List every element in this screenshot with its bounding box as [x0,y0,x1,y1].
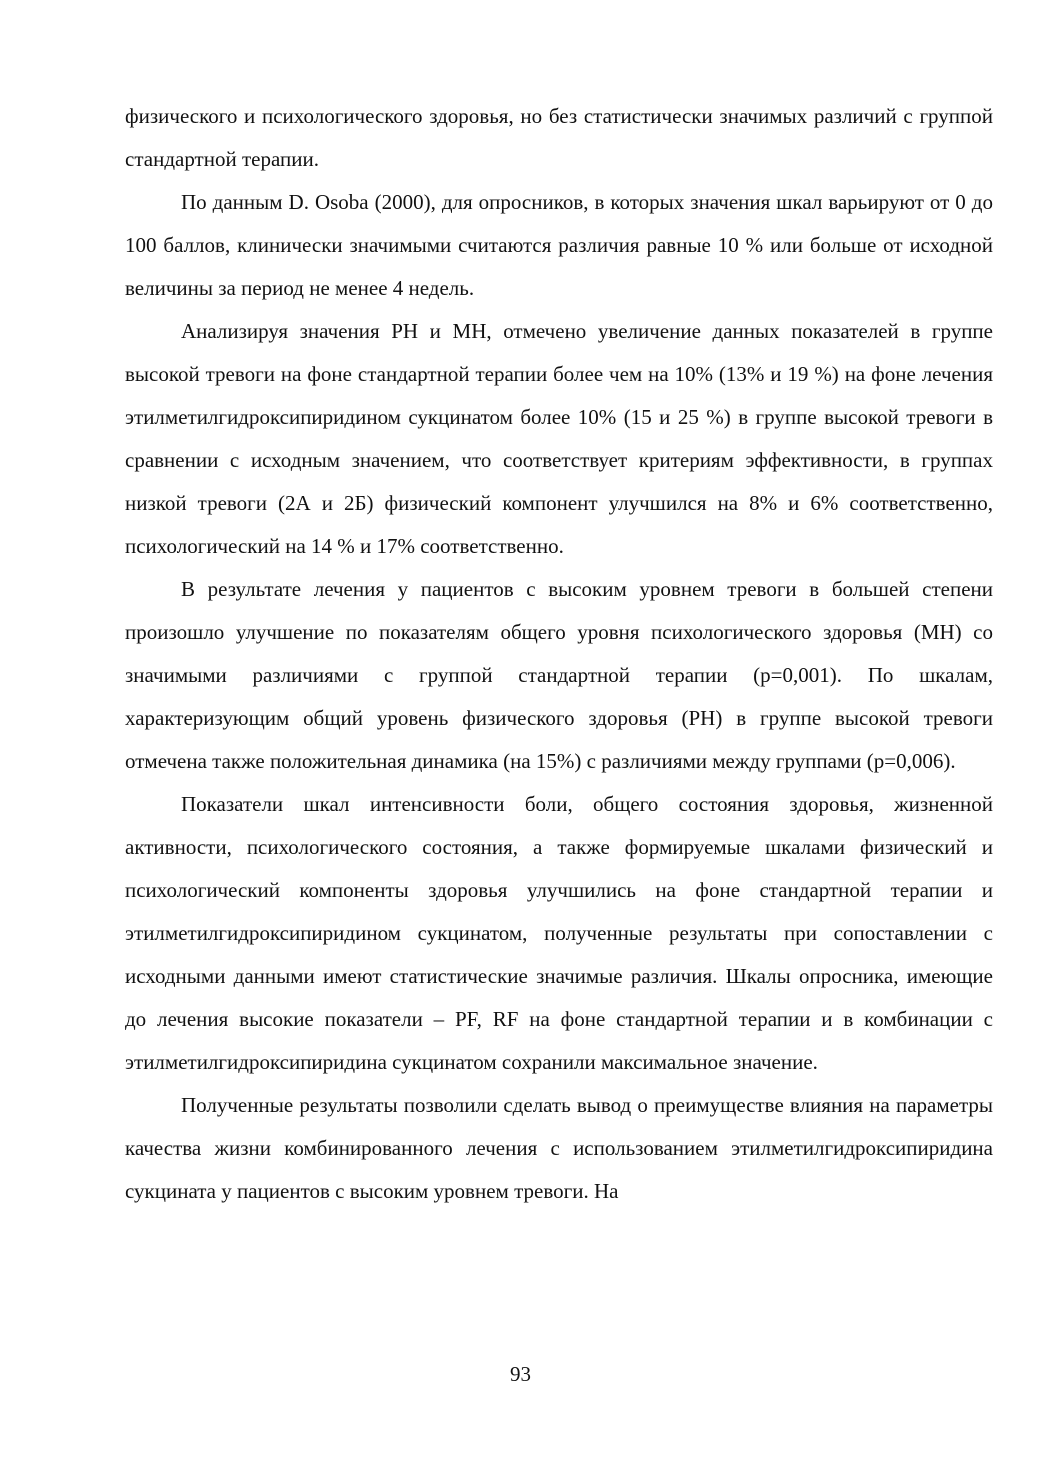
paragraph-6: Полученные результаты позволили сделать вывод о преимуществе влияния на параметры качества жизни комбинированного лечения с использованием этилметилгидроксипиридина сукцината у пациентов с высоким уровнем тревоги. На [125,1093,993,1203]
paragraph-1: физического и психологического здоровья, но без статистически значимых различий с группой стандартной терапии. [125,104,993,171]
paragraph-3: Анализируя значения PH и MH, отмечено увеличение данных показателей в группе высокой тревоги на фоне стандартной терапии более чем на 10% (13% и 19 %) на фоне лечения этилметилгидроксипиридином сукцинатом более 10% (15 и 25 %) в группе высокой тревоги в сравнении с исходным значением, что соответствует критериям эффективности, в группах низкой тревоги (2А и 2Б) физический компонент улучшился на 8% и 6% соответственно, психологический на 14 % и 17% соответственно. [125,319,993,558]
paragraph-2: По данным D. Osoba (2000), для опросников, в которых значения шкал варьируют от 0 до 100 баллов, клинически значимыми считаются различия равные 10 % или больше от исходной величины за период не менее 4 недель. [125,190,993,300]
paragraph-5: Показатели шкал интенсивности боли, общего состояния здоровья, жизненной активности, психологического состояния, а также формируемые шкалами физический и психологический компоненты здоровья улучшились на фоне стандартной терапии и этилметилгидроксипиридином сукцинатом, полученные результаты при сопоставлении с исходными данными имеют статистические значимые различия. Шкалы опросника, имеющие до лечения высокие показатели – PF, RF на фоне стандартной терапии и в комбинации с этилметилгидроксипиридина сукцинатом сохранили максимальное значение. [125,792,993,1074]
page-number: 93 [510,1362,531,1386]
body-text [125,95,993,1213]
paragraph-4: В результате лечения у пациентов с высоким уровнем тревоги в большей степени произошло улучшение по показателям общего уровня психологического здоровья (MH) со значимыми различиями с группой стандартной терапии (р=0,001). По шкалам, характеризующим общий уровень физического здоровья (PH) в группе высокой тревоги отмечена также положительная динамика (на 15%) с различиями между группами (р=0,006). [125,577,993,773]
